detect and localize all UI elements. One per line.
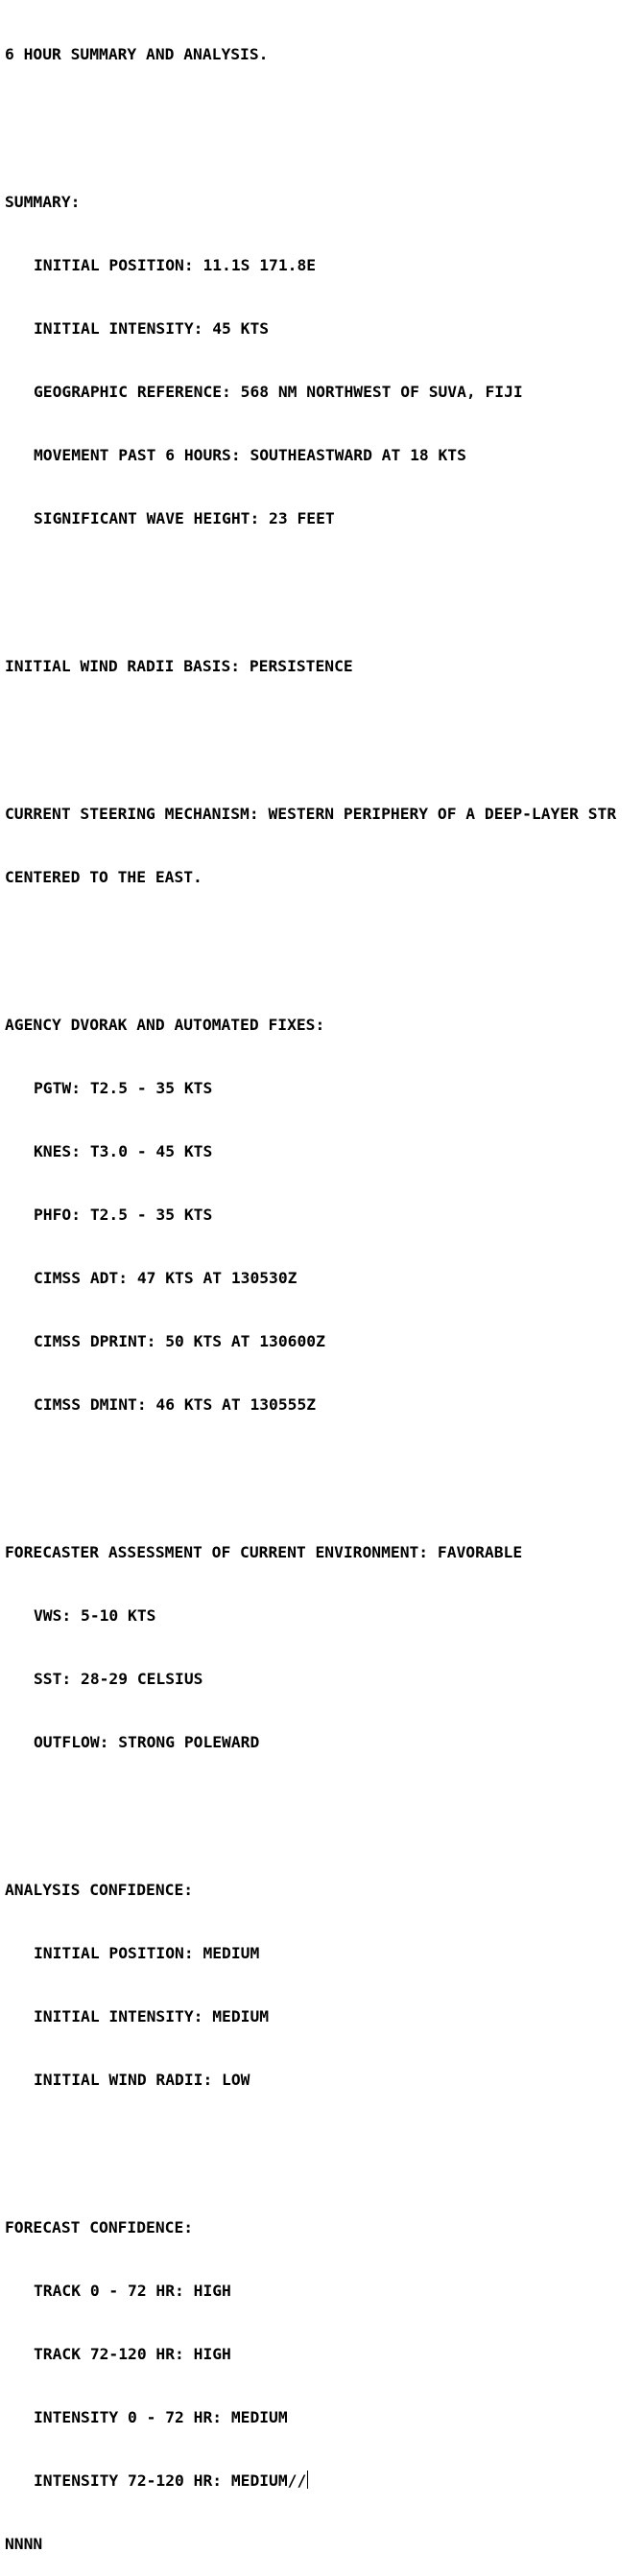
forecast-confidence-heading: FORECAST CONFIDENCE: [5, 2218, 194, 2236]
blank-line [5, 107, 640, 129]
analysis-confidence-wind-radii: INITIAL WIND RADII: LOW [34, 2071, 250, 2089]
analysis-confidence-position: INITIAL POSITION: MEDIUM [34, 1944, 260, 1962]
summary-initial-position: INITIAL POSITION: 11.1S 171.8E [34, 256, 317, 274]
fixes-heading: AGENCY DVORAK AND AUTOMATED FIXES: [5, 1016, 325, 1034]
analysis-confidence-intensity: INITIAL INTENSITY: MEDIUM [34, 2007, 270, 2026]
environment-sst: SST: 28-29 CELSIUS [34, 1670, 203, 1688]
fix-phfo: PHFO: T2.5 - 35 KTS [34, 1206, 213, 1224]
summary-wave-height: SIGNIFICANT WAVE HEIGHT: 23 FEET [34, 509, 335, 527]
bulletin-title: 6 HOUR SUMMARY AND ANALYSIS. [5, 45, 269, 63]
blank-line [5, 1458, 640, 1479]
forecast-confidence-intensity-72-120-row [5, 2471, 640, 2492]
fix-cimss-adt: CIMSS ADT: 47 KTS AT 130530Z [34, 1269, 298, 1287]
environment-heading: FORECASTER ASSESSMENT OF CURRENT ENVIRONMENT: FAVORABLE [5, 1543, 523, 1561]
fix-cimss-dmint: CIMSS DMINT: 46 KTS AT 130555Z [34, 1395, 317, 1414]
summary-initial-intensity: INITIAL INTENSITY: 45 KTS [34, 319, 270, 338]
summary-movement: MOVEMENT PAST 6 HOURS: SOUTHEASTWARD AT 18 KTS [34, 446, 466, 464]
bulletin-text[interactable] [5, 2, 640, 2576]
summary-geographic-reference: GEOGRAPHIC REFERENCE: 568 NM NORTHWEST OF SUVA, FIJI [34, 383, 523, 401]
blank-line [5, 1795, 640, 1816]
summary-heading: SUMMARY: [5, 193, 81, 211]
fix-pgtw: PGTW: T2.5 - 35 KTS [34, 1079, 213, 1097]
steering-line-1: CURRENT STEERING MECHANISM: WESTERN PERIPHERY OF A DEEP-LAYER STR [5, 805, 617, 823]
forecast-confidence-intensity-0-72: INTENSITY 0 - 72 HR: MEDIUM [34, 2408, 288, 2426]
wind-radii-basis: INITIAL WIND RADII BASIS: PERSISTENCE [5, 657, 353, 675]
forecast-confidence-track-0-72: TRACK 0 - 72 HR: HIGH [34, 2282, 231, 2300]
blank-line [5, 719, 640, 740]
blank-line [5, 2133, 640, 2154]
text-cursor [307, 2471, 308, 2489]
forecast-confidence-intensity-72-120: INTENSITY 72-120 HR: MEDIUM// [34, 2471, 307, 2490]
blank-line [5, 930, 640, 951]
steering-line-2: CENTERED TO THE EAST. [5, 868, 202, 886]
end-marker: NNNN [5, 2535, 43, 2553]
fix-knes: KNES: T3.0 - 45 KTS [34, 1142, 213, 1160]
environment-outflow: OUTFLOW: STRONG POLEWARD [34, 1733, 260, 1751]
analysis-confidence-heading: ANALYSIS CONFIDENCE: [5, 1881, 194, 1899]
environment-vws: VWS: 5-10 KTS [34, 1606, 156, 1625]
forecast-confidence-track-72-120: TRACK 72-120 HR: HIGH [34, 2345, 231, 2363]
fix-cimss-dprint: CIMSS DPRINT: 50 KTS AT 130600Z [34, 1332, 325, 1350]
blank-line [5, 572, 640, 593]
